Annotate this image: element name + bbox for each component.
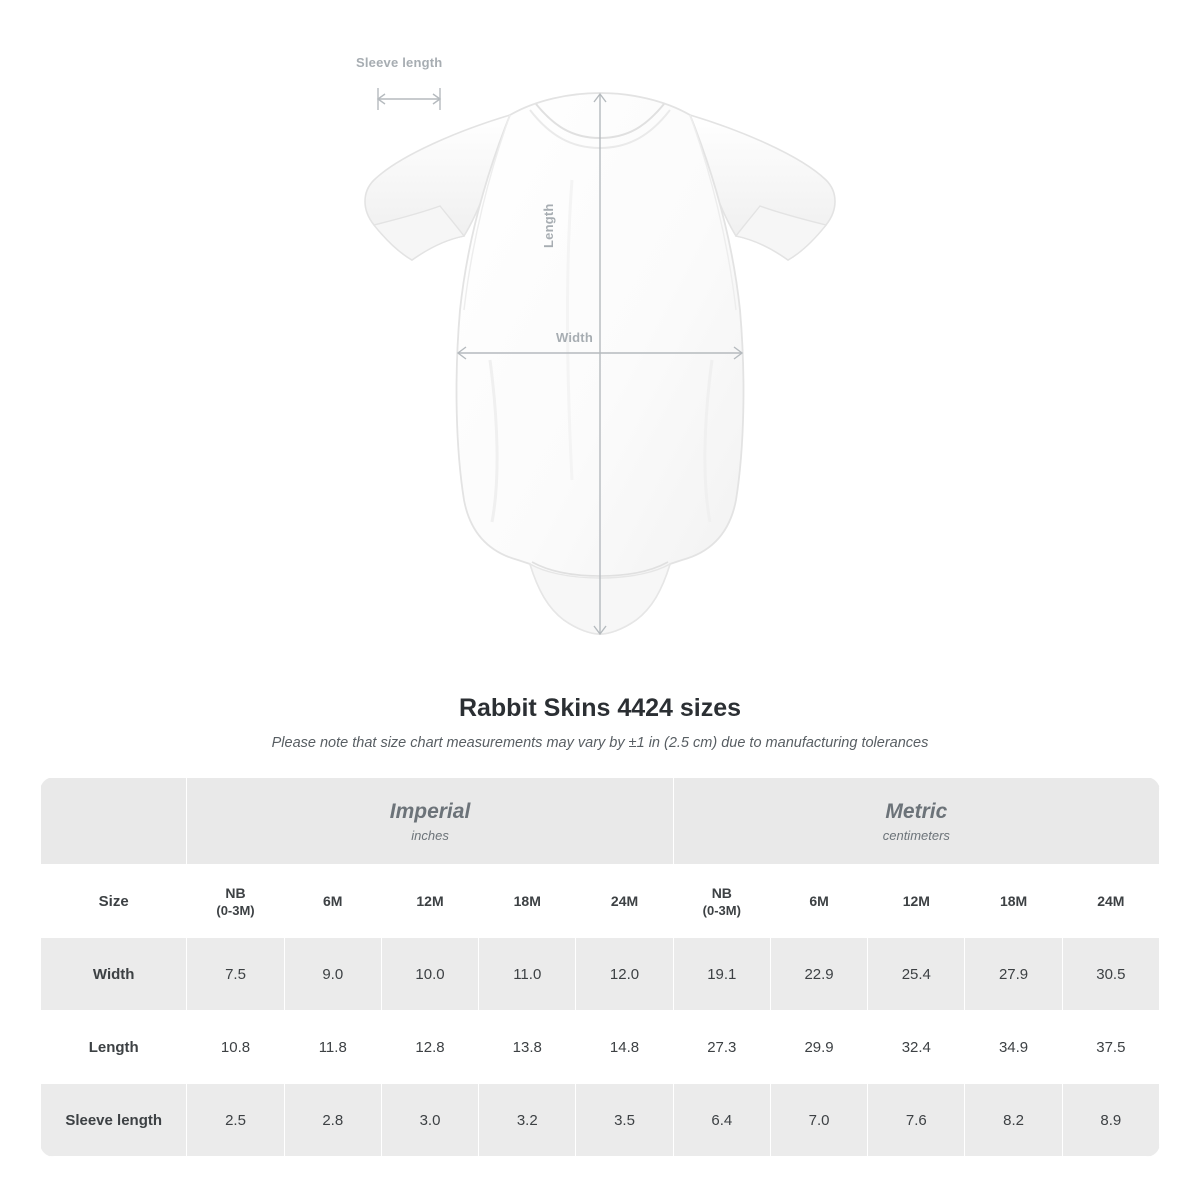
cell-width-imperial-24m: 12.0 <box>576 938 673 1011</box>
unit-header-row <box>41 778 1160 865</box>
size-header-metric-12m: 12M <box>868 865 965 938</box>
cell-length-imperial-12m: 12.8 <box>381 1011 478 1084</box>
page-title: Rabbit Skins 4424 sizes <box>458 694 742 722</box>
cell-width-imperial-18m: 11.0 <box>479 938 576 1011</box>
cell-width-metric-12m: 25.4 <box>868 938 965 1011</box>
cell-length-metric-nb: 27.3 <box>673 1011 770 1084</box>
cell-length-imperial-18m: 13.8 <box>479 1011 576 1084</box>
cell-length-metric-12m: 32.4 <box>868 1011 965 1084</box>
row-label-sleeve-length: Sleeve length <box>41 1084 187 1157</box>
cell-length-metric-18m: 34.9 <box>965 1011 1062 1084</box>
cell-sleeve-imperial-nb: 2.5 <box>187 1084 284 1157</box>
cell-sleeve-metric-24m: 8.9 <box>1062 1084 1159 1157</box>
garment-figure <box>340 60 860 660</box>
cell-width-metric-18m: 27.9 <box>965 938 1062 1011</box>
bodysuit-svg <box>340 60 860 660</box>
sleeve-length-annotation: Sleeve length <box>356 55 443 70</box>
row-label-width: Width <box>41 938 187 1011</box>
unit-metric-sub: centimeters <box>882 828 950 844</box>
size-main: NB <box>711 884 732 901</box>
unit-header-spacer <box>41 778 187 865</box>
unit-imperial-sub: inches <box>411 828 449 844</box>
size-header-imperial-24m: 24M <box>576 865 673 938</box>
size-chart-table-wrapper <box>40 777 1160 1157</box>
width-annotation: Width <box>556 330 593 345</box>
cell-length-metric-6m: 29.9 <box>770 1011 867 1084</box>
cell-sleeve-metric-6m: 7.0 <box>770 1084 867 1157</box>
unit-metric-name: Metric <box>885 799 948 823</box>
size-header-imperial-18m: 18M <box>479 865 576 938</box>
cell-width-metric-nb: 19.1 <box>673 938 770 1011</box>
cell-sleeve-metric-nb: 6.4 <box>673 1084 770 1157</box>
table-row <box>41 938 1160 1011</box>
size-header-imperial-12m: 12M <box>381 865 478 938</box>
cell-sleeve-imperial-18m: 3.2 <box>479 1084 576 1157</box>
cell-length-imperial-6m: 11.8 <box>284 1011 381 1084</box>
size-sub: (0-3M) <box>216 902 255 918</box>
unit-header-metric <box>673 778 1159 865</box>
cell-sleeve-imperial-12m: 3.0 <box>381 1084 478 1157</box>
cell-sleeve-metric-18m: 8.2 <box>965 1084 1062 1157</box>
sleeve-length-arrow <box>378 88 440 110</box>
size-chart-table <box>40 777 1160 1157</box>
cell-sleeve-imperial-24m: 3.5 <box>576 1084 673 1157</box>
cell-width-metric-24m: 30.5 <box>1062 938 1159 1011</box>
unit-header-imperial <box>187 778 673 865</box>
size-sub: (0-3M) <box>702 902 741 918</box>
cell-length-metric-24m: 37.5 <box>1062 1011 1159 1084</box>
cell-width-imperial-nb: 7.5 <box>187 938 284 1011</box>
measurement-note: Please note that size chart measurements may vary by ±1 in (2.5 cm) due to manufacturing tolerances <box>271 735 929 751</box>
size-header-metric-24m: 24M <box>1062 865 1159 938</box>
unit-imperial-name: Imperial <box>389 799 471 823</box>
size-header-imperial-6m: 6M <box>284 865 381 938</box>
row-label-length: Length <box>41 1011 187 1084</box>
cell-width-imperial-12m: 10.0 <box>381 938 478 1011</box>
length-annotation: Length <box>541 203 556 248</box>
size-main: NB <box>225 884 246 901</box>
size-header-metric-nb <box>673 865 770 938</box>
cell-sleeve-metric-12m: 7.6 <box>868 1084 965 1157</box>
size-header-label: Size <box>41 865 187 938</box>
cell-width-metric-6m: 22.9 <box>770 938 867 1011</box>
cell-length-imperial-24m: 14.8 <box>576 1011 673 1084</box>
cell-sleeve-imperial-6m: 2.8 <box>284 1084 381 1157</box>
size-header-metric-6m: 6M <box>770 865 867 938</box>
table-row <box>41 1084 1160 1157</box>
size-header-metric-18m: 18M <box>965 865 1062 938</box>
size-header-imperial-nb <box>187 865 284 938</box>
title-block <box>0 694 1200 751</box>
cell-width-imperial-6m: 9.0 <box>284 938 381 1011</box>
size-header-row <box>41 865 1160 938</box>
table-row <box>41 1011 1160 1084</box>
cell-length-imperial-nb: 10.8 <box>187 1011 284 1084</box>
